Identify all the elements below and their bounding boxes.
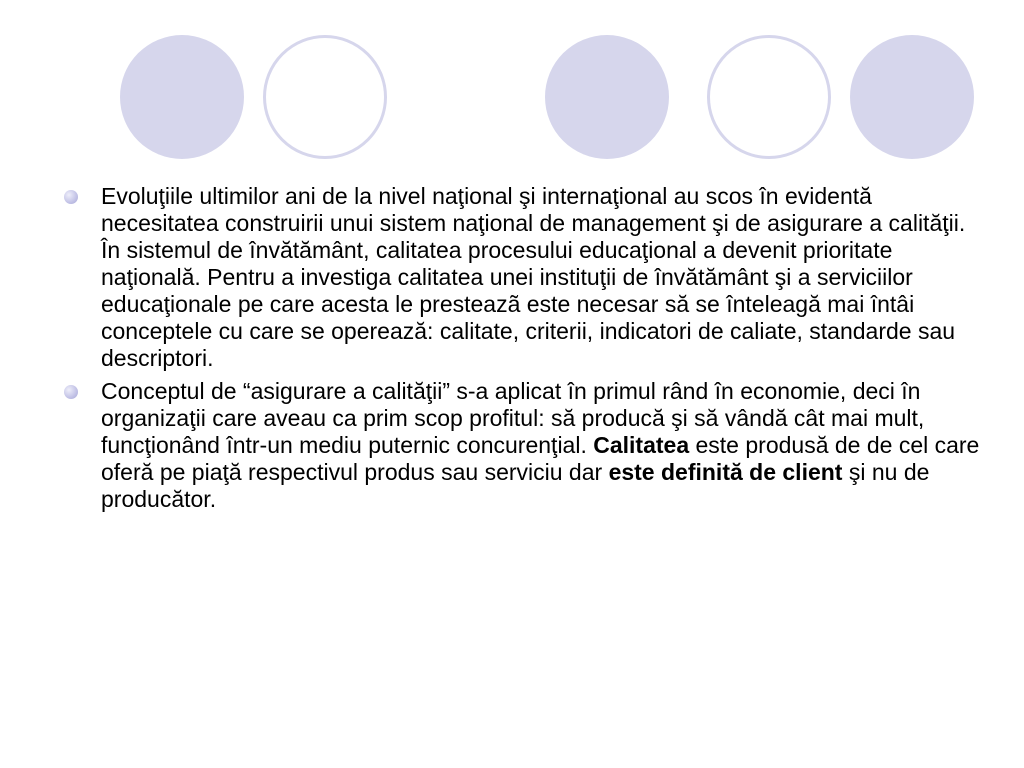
decorative-circle-filled [850,35,974,159]
decorative-circle-filled [120,35,244,159]
decorative-circle-filled [545,35,669,159]
decorative-circle-outline [707,35,831,159]
bullet-icon [64,190,78,204]
bold-phrase-defined-by-client: este definită de client [608,459,843,485]
bullet-text-segment: şi nu de producător. [101,459,930,512]
bullet-item [62,183,982,372]
bold-term-calitatea: Calitatea [593,432,690,458]
bullet-text [101,378,982,513]
bullet-text: Evoluţiile ultimilor ani de la nivel naţional şi internaţional au scos în evidentă necesitatea construirii unui sistem naţional de management şi de asigurare a calităţii. În sistemul de învătământ, calitatea procesului educaţional a devenit prioritate naţională. Pentru a investiga calitatea unei instituţii de învătământ şi a serviciilor educaţionale pe care acesta le presteazã este necesar să se înteleagă mai întâi conceptele cu care se operează: calitate, criterii, indicatori de caliate, standarde sau descriptori. [101,183,966,371]
bullet-text-segment: Conceptul de “asigurare a calităţii” s-a aplicat în primul rând în economie, deci în organizaţii care aveau ca prim scop profitul: să producă şi să vândă cât mai mult, funcţionând într-un mediu puternic concurenţial. [101,378,925,458]
decorative-circle-outline [263,35,387,159]
bullet-text-segment: este produsă de de cel care oferă pe piaţă respectivul produs sau serviciu dar [101,432,980,485]
bullet-item [62,378,982,513]
bullet-icon [64,385,78,399]
slide-body [62,183,982,519]
